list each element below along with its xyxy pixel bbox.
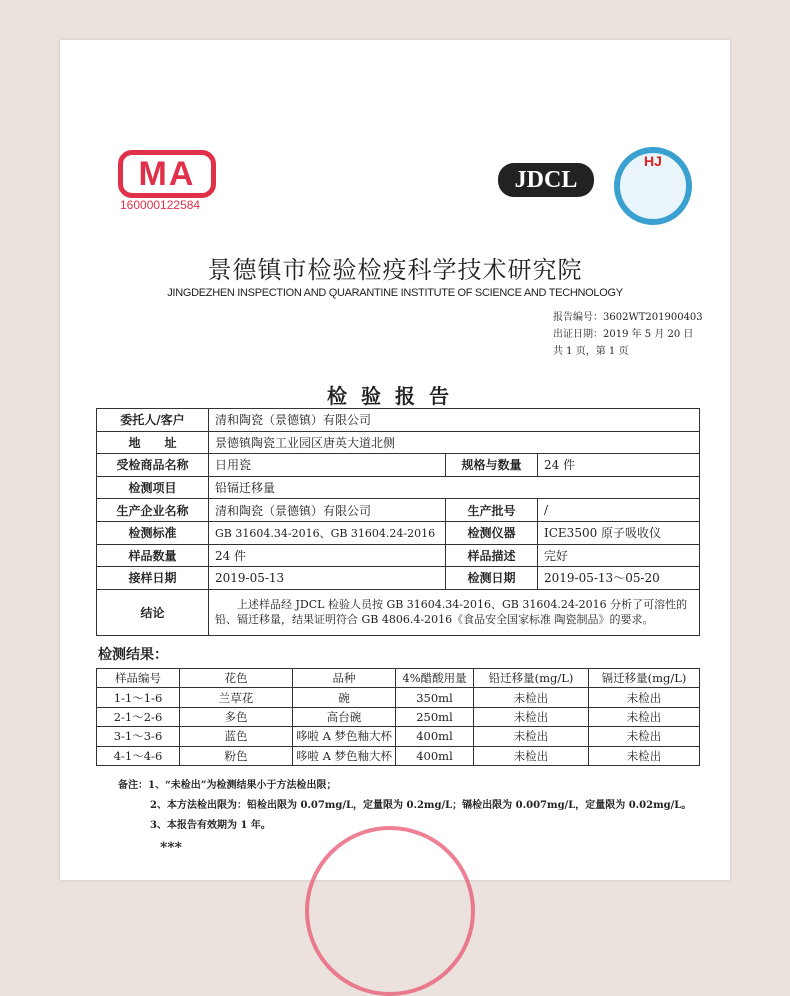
cell: 高台碗 — [293, 707, 396, 726]
stars-mark: *** — [160, 840, 182, 856]
cell: 350ml — [396, 688, 474, 707]
cma-number: 160000122584 — [120, 198, 201, 212]
conclusion-text: 上述样品经 JDCL 检验人员按 GB 31604.34-2016、GB 31604.24-2016 分析了可溶性的铅、镉迁移量，结果证明符合 GB 4806.4-2016《食品安全国家标准 陶瓷制品》的要求。 — [209, 589, 700, 635]
value: ICE3500 原子吸收仪 — [538, 521, 700, 544]
value: GB 31604.34-2016、GB 31604.24-2016 — [209, 521, 446, 544]
cell: 未检出 — [589, 727, 700, 746]
label: 委托人/客户 — [97, 409, 209, 432]
label: 检测标准 — [97, 521, 209, 544]
cell: 4-1～4-6 — [97, 746, 180, 765]
cell: 400ml — [396, 746, 474, 765]
cell: 未检出 — [589, 688, 700, 707]
cell: 哆啦 A 梦色釉大杯 — [293, 727, 396, 746]
cell: 3-1～3-6 — [97, 727, 180, 746]
report-number: 报告编号：3602WT201900403 — [553, 312, 703, 323]
cell: 2-1～2-6 — [97, 707, 180, 726]
report-title: 检验报告 — [327, 384, 463, 408]
official-seal — [305, 826, 475, 996]
label: 结论 — [97, 589, 209, 635]
cell: 未检出 — [474, 707, 589, 726]
header-row — [97, 669, 700, 688]
column-header: 品种 — [293, 669, 396, 688]
jdcl-logo: JDCL — [498, 163, 594, 197]
cell: 400ml — [396, 727, 474, 746]
cell: 未检出 — [474, 727, 589, 746]
table-row — [97, 707, 700, 726]
label: 规格与数量 — [446, 454, 538, 477]
label: 检测日期 — [446, 567, 538, 590]
column-header: 花色 — [180, 669, 293, 688]
value: 完好 — [538, 544, 700, 567]
value: 2019-05-13 — [209, 567, 446, 590]
value: / — [538, 499, 700, 522]
cell: 未检出 — [474, 746, 589, 765]
value: 24 件 — [209, 544, 446, 567]
value: 清和陶瓷（景德镇）有限公司 — [209, 499, 446, 522]
cell: 粉色 — [180, 746, 293, 765]
cell: 哆啦 A 梦色釉大杯 — [293, 746, 396, 765]
label: 检测项目 — [97, 476, 209, 499]
label: 生产企业名称 — [97, 499, 209, 522]
cma-logo: MA — [118, 150, 216, 198]
label: 受检商品名称 — [97, 454, 209, 477]
note-3: 3、本报告有效期为 1 年。 — [150, 820, 271, 831]
column-header: 4%醋酸用量 — [396, 669, 474, 688]
note-1: 备注：1、“未检出”为检测结果小于方法检出限； — [118, 780, 337, 791]
value: 景德镇陶瓷工业园区唐英大道北侧 — [209, 431, 700, 454]
cell: 碗 — [293, 688, 396, 707]
value: 2019-05-13～05-20 — [538, 567, 700, 590]
column-header: 样品编号 — [97, 669, 180, 688]
label: 样品描述 — [446, 544, 538, 567]
label: 样品数量 — [97, 544, 209, 567]
cell: 未检出 — [474, 688, 589, 707]
hj-logo: HJ — [614, 147, 692, 225]
label: 地 址 — [97, 431, 209, 454]
institute-title: 景德镇市检验检疫科学技术研究院 — [207, 256, 583, 284]
table-row — [97, 727, 700, 746]
institute-subtitle: JINGDEZHEN INSPECTION AND QUARANTINE INSTITUTE OF SCIENCE AND TECHNOLOGY — [167, 287, 623, 299]
column-header: 镉迁移量(mg/L) — [589, 669, 700, 688]
value: 清和陶瓷（景德镇）有限公司 — [209, 409, 700, 432]
column-header: 铅迁移量(mg/L) — [474, 669, 589, 688]
label: 检测仪器 — [446, 521, 538, 544]
value: 24 件 — [538, 454, 700, 477]
value: 铅镉迁移量 — [209, 476, 700, 499]
cell: 250ml — [396, 707, 474, 726]
cell: 多色 — [180, 707, 293, 726]
cell: 未检出 — [589, 746, 700, 765]
note-2: 2、本方法检出限为：铅检出限为 0.07mg/L，定量限为 0.2mg/L；镉检出限为 0.007mg/L，定量限为 0.02mg/L。 — [150, 800, 692, 811]
info-table — [96, 408, 700, 636]
table-row — [97, 688, 700, 707]
cell: 未检出 — [589, 707, 700, 726]
value: 日用瓷 — [209, 454, 446, 477]
cell: 蓝色 — [180, 727, 293, 746]
issue-date: 出证日期：2019 年 5 月 20 日 — [553, 329, 694, 340]
table-row — [97, 746, 700, 765]
label: 接样日期 — [97, 567, 209, 590]
cell: 兰草花 — [180, 688, 293, 707]
label: 生产批号 — [446, 499, 538, 522]
cell: 1-1～1-6 — [97, 688, 180, 707]
results-heading: 检测结果： — [98, 647, 168, 663]
page-info: 共 1 页，第 1 页 — [553, 346, 629, 357]
results-table — [96, 668, 700, 766]
